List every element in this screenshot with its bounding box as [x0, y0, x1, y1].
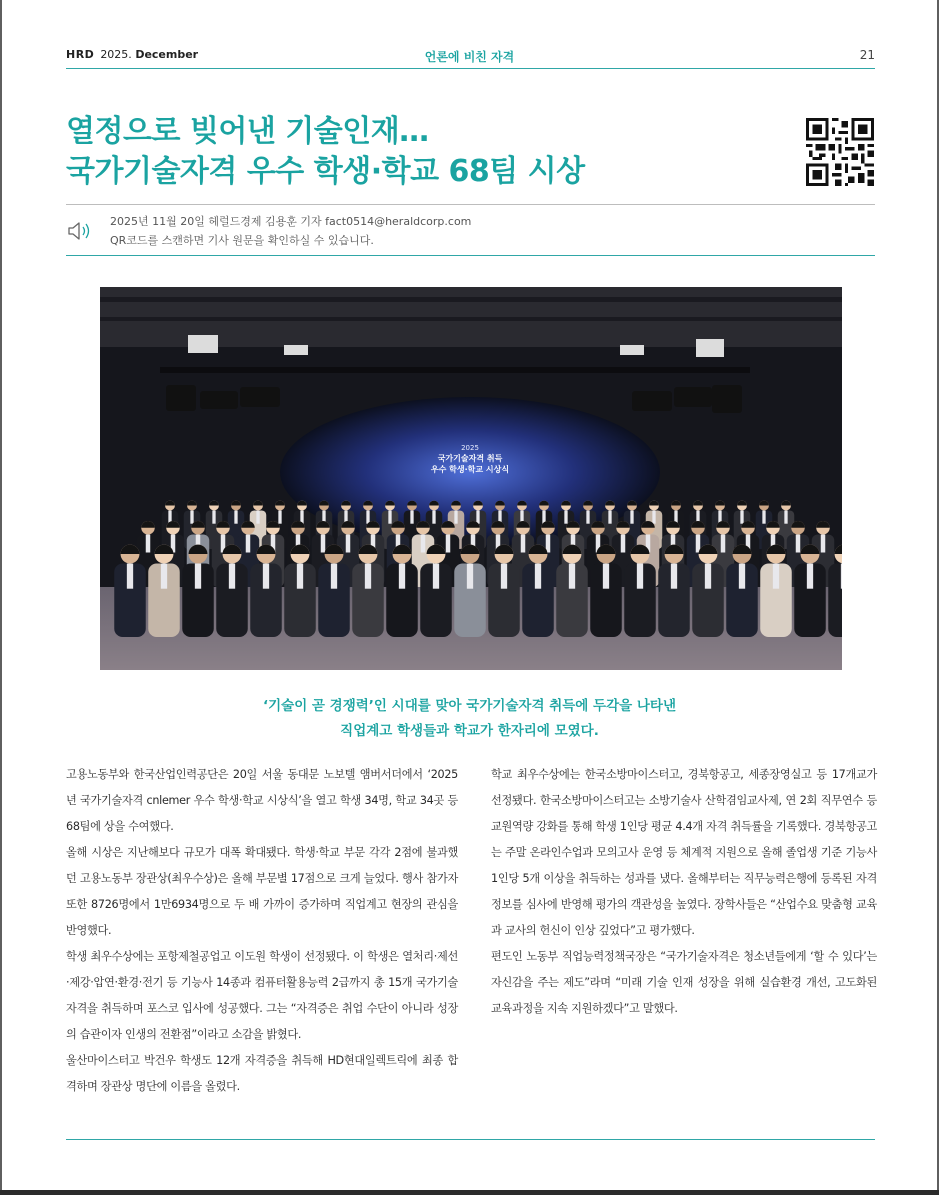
title-line-1: 열정으로 빚어낸 기술인재…	[66, 114, 429, 149]
page-number: 21	[859, 48, 875, 62]
body-column-left	[66, 762, 458, 1100]
banner-line-2: 우수 학생·학교 시상식	[430, 465, 510, 474]
hrd-logo: HRD	[66, 48, 95, 61]
byline: 2025년 11월 20일 헤럴드경제 김용훈 기자 fact0514@heraldcorp.com	[110, 215, 472, 228]
meta-divider-bottom	[66, 255, 875, 256]
paragraph: 학교 최우수상에는 한국소방마이스터고, 경북항공고, 세종장영실고 등 17개교가 선정됐다. 한국소방마이스터고는 소방기술사 산학겸임교사제, 연 2회 직무연수 등 교원역량 강화를 통해 학생 1인당 평균 4.4개 자격 취득률을 기록했다. 경북항공고는 주말 온라인수업과 모의고사 운영 등 체계적 지원으로 올해 졸업생 기준 기능사 1인당 5개 이상을 취득하는 성과를 냈다. 올해부터는 직무능력은행에 등록된 자격 정보를 심사에 반영해 평가의 객관성을 높였다. 장학사들은 “산업수요 맞춤형 교육과 교사의 헌신이 인상 깊었다”고 평가했다.	[491, 768, 877, 937]
section-title: 언론에 비친 자격	[424, 50, 515, 64]
banner-year: 2025	[461, 444, 479, 452]
issue-month: December	[135, 48, 199, 61]
paragraph: 고용노동부와 한국산업인력공단은 20일 서울 동대문 노보텔 앰버서더에서 ‘2025년 국가기술자격 cnlemer 우수 학생·학교 시상식’을 열고 학생 34명, 학교 34곳 등 68팀에 상을 수여했다.	[66, 768, 458, 833]
caption-line-2: 직업계고 학생들과 학교가 한자리에 모였다.	[340, 723, 599, 739]
article-title	[66, 112, 766, 192]
qr-code-icon[interactable]	[806, 118, 874, 186]
photo-caption	[2, 694, 937, 744]
paragraph: 편도인 노동부 직업능력정책국장은 “국가기술자격은 청소년들에게 ‘할 수 있다’는 자신감을 주는 제도”라며 “미래 기술 인재 성장을 위해 실습환경 개선, 고도화된 교육과정을 지속 지원하겠다”고 말했다.	[491, 950, 877, 1015]
footer-divider	[66, 1139, 875, 1140]
caption-line-1: ‘기술이 곧 경쟁력’인 시대를 맞아 국가기술자격 취득에 두각을 나타낸	[262, 698, 676, 714]
article-meta	[110, 212, 471, 250]
ceremony-group-photo	[100, 287, 842, 670]
meta-divider-top	[66, 204, 875, 205]
paragraph: 학생 최우수상에는 포항제철공업고 이도원 학생이 선정됐다. 이 학생은 열처리·제선·제강·압연·환경·전기 등 기능사 14종과 컴퓨터활용능력 2급까지 총 15개 국가기술자격을 취득하며 포스코 입사에 성공했다. 그는 “자격증은 취업 수단이 아니라 성장의 습관이자 인생의 전환점”이라고 소감을 밝혔다.	[66, 950, 458, 1041]
issue-year: 2025.	[100, 48, 132, 61]
speaker-icon	[66, 220, 94, 242]
page-bottom-edge	[0, 1190, 939, 1195]
title-line-2: 국가기술자격 우수 학생·학교 68팀 시상	[66, 154, 585, 189]
paragraph: 올해 시상은 지난해보다 규모가 대폭 확대됐다. 학생·학교 부문 각각 2점에 불과했던 고용노동부 장관상(최우수상)은 올해 부문별 17점으로 크게 늘었다. 행사 참가자 또한 8726명에서 1만6934명으로 두 배 가까이 증가하며 직업계고 현장의 관심을 반영했다.	[66, 846, 458, 937]
header-divider	[66, 68, 875, 69]
qr-note: QR코드를 스캔하면 기사 원문을 확인하실 수 있습니다.	[110, 234, 374, 247]
magazine-page	[2, 0, 937, 1190]
paragraph: 울산마이스터고 박건우 학생도 12개 자격증을 취득해 HD현대일렉트릭에 최종 합격하며 장관상 명단에 이름을 올렸다.	[66, 1054, 458, 1093]
body-column-right	[491, 762, 877, 1022]
banner-line-1: 국가기술자격 취득	[437, 454, 503, 463]
